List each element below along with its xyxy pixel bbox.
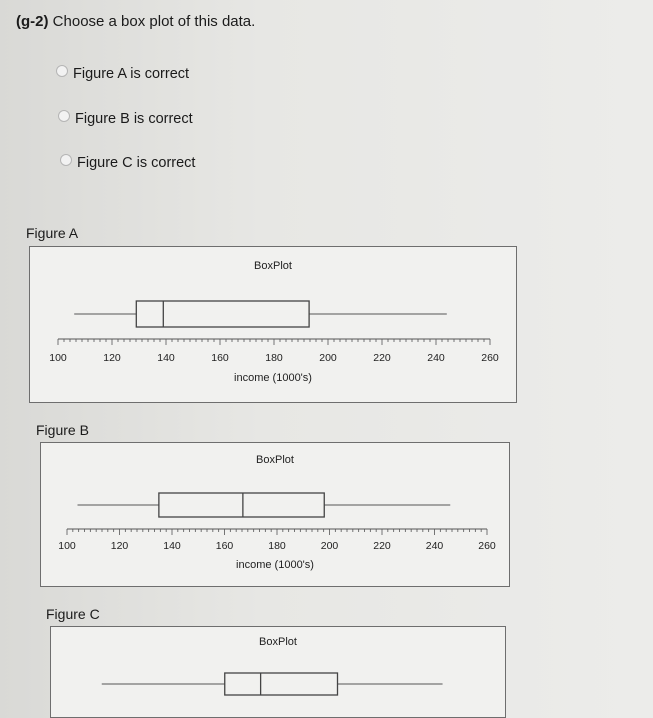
boxplot-svg — [30, 247, 516, 402]
option-figure-a[interactable] — [56, 66, 189, 82]
tick-label: 240 — [425, 540, 444, 552]
option-label: Figure B is correct — [75, 111, 193, 127]
iqr-box — [225, 673, 338, 695]
radio-button-icon[interactable] — [58, 110, 70, 122]
figure-b-boxplot — [40, 442, 510, 587]
tick-label: 240 — [427, 352, 445, 364]
tick-label: 180 — [265, 352, 283, 364]
boxplot-svg — [41, 443, 509, 586]
option-label: Figure A is correct — [73, 66, 190, 82]
x-axis-label: income (1000's) — [234, 372, 312, 384]
iqr-box — [159, 493, 324, 517]
plot-title: BoxPlot — [256, 454, 294, 466]
tick-label: 140 — [157, 352, 175, 364]
tick-label: 260 — [481, 352, 499, 364]
boxplot-svg — [51, 627, 505, 717]
tick-label: 140 — [163, 540, 181, 552]
question-text — [16, 13, 255, 30]
figure-a-label: Figure A — [26, 225, 79, 241]
tick-label: 260 — [478, 540, 496, 552]
tick-label: 100 — [58, 540, 76, 552]
tick-label: 160 — [211, 352, 229, 364]
plot-title: BoxPlot — [259, 636, 297, 648]
tick-label: 220 — [373, 352, 391, 364]
tick-label: 120 — [103, 352, 121, 364]
iqr-box — [136, 301, 309, 327]
question-number: (g-2) — [16, 13, 49, 30]
tick-label: 160 — [215, 540, 234, 552]
tick-label: 120 — [110, 540, 129, 552]
radio-button-icon[interactable] — [56, 65, 68, 77]
tick-label: 200 — [320, 540, 339, 552]
option-figure-c[interactable] — [60, 155, 195, 171]
figure-b-label: Figure B — [36, 422, 89, 438]
figure-a-boxplot — [29, 246, 517, 403]
figure-c-label: Figure C — [46, 606, 100, 622]
figure-c-boxplot — [50, 626, 506, 718]
radio-button-icon[interactable] — [60, 154, 72, 166]
x-axis-label: income (1000's) — [236, 559, 314, 571]
tick-label: 200 — [319, 352, 337, 364]
tick-label: 100 — [49, 352, 67, 364]
question-prompt: Choose a box plot of this data. — [52, 13, 256, 30]
tick-label: 180 — [268, 540, 286, 552]
option-figure-b[interactable] — [58, 111, 193, 127]
plot-title: BoxPlot — [254, 260, 292, 272]
tick-label: 220 — [373, 540, 391, 552]
option-label: Figure C is correct — [77, 155, 196, 171]
